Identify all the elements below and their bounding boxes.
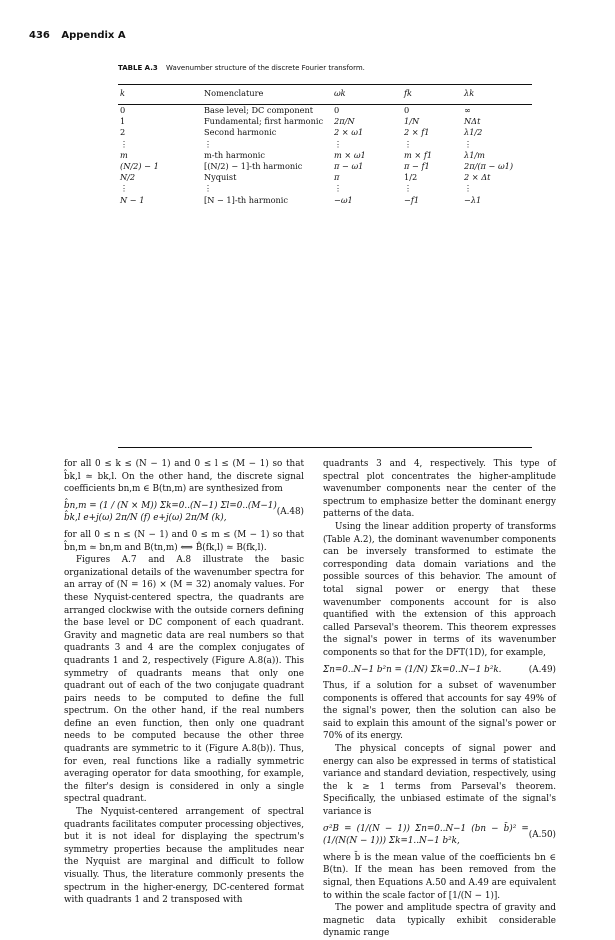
- table-cell: N/2: [120, 172, 136, 183]
- section-title: Appendix A: [61, 30, 126, 41]
- table-cell: Nyquist: [204, 172, 237, 183]
- table-header-cell: λk: [464, 88, 475, 98]
- table-row: [118, 183, 532, 194]
- table-cell: NΔt: [464, 116, 481, 127]
- table-cell: 0: [120, 105, 126, 115]
- table-cell: Base level; DC component: [204, 105, 314, 115]
- table-row: [118, 105, 532, 116]
- table-cell: 1: [120, 116, 126, 127]
- table-cell: ⋮: [464, 138, 473, 149]
- table-cell: 0: [334, 105, 340, 115]
- table-row: [118, 172, 532, 183]
- table-cell: m × ω1: [334, 149, 366, 160]
- equation-number: (A.48): [276, 507, 304, 518]
- equation-body: b̂n,m = (1 / (N × M)) Σk=0..(N−1) Σl=0..(M−1) b̂k,l e+j(ω) 2π/N (f) e+j(ω) 2π/M (k),: [64, 500, 277, 524]
- wavenumber-table: [118, 88, 532, 206]
- table-cell: ⋮: [204, 138, 213, 149]
- table-cell: 2π/N: [334, 116, 355, 127]
- table-cell: [N − 1]-th harmonic: [204, 194, 288, 205]
- table-caption-text: Wavenumber structure of the discrete Fourier transform.: [165, 64, 365, 72]
- table-bottom-rule: [118, 447, 532, 448]
- equation-a49: [323, 664, 556, 677]
- table-cell: 0: [404, 105, 410, 115]
- paragraph: The physical concepts of signal power and energy can also be expressed in terms of statistical variance and standard deviation, respectively, using the k ≥ 1 terms from Parseval's theorem. Specifically, the unbiased estimate of the signal's variance is: [323, 744, 556, 818]
- equation-a48: [64, 500, 304, 525]
- table-cell: Second harmonic: [204, 127, 277, 138]
- table-cell: [(N/2) − 1]-th harmonic: [204, 161, 303, 172]
- table-row: [118, 161, 532, 172]
- table-cell: m × f1: [404, 149, 433, 160]
- table-cell: m: [120, 149, 128, 160]
- table-cell: ⋮: [334, 183, 343, 194]
- page-number: 436: [29, 30, 50, 41]
- table-header-cell: fk: [404, 88, 412, 98]
- paragraph: Figures A.7 and A.8 illustrate the basic organizational details of the wavenumber spectra for an array of (N = 16) × (M = 32) anomaly values. For these Nyquist-centered spectra, the quadrants are arranged clockwise with the outside corners defining the base level or DC component of each quadrant. Gravity and magnetic data are real numbers so that quadrants 3 and 4 are the complex conjugates of quadrants 1 and 2, respectively (Figure A.8(a)). This symmetry of quadrants means that only one quadrant out of each of the two conjugate quadrant pairs needs to be computed to define the full spectrum. On the other hand, if the real numbers define an even function, then only one quadrant needs to be computed because the other three quadrants are symmetric to it (Figure A.8(b)). Thus, for even, real functions like a radially symmetric averaging operator for data smoothing, for example, the filter's design is considered in only a single spectral quadrant.: [64, 555, 304, 805]
- table-row: [118, 195, 532, 206]
- paragraph: Using the linear addition property of transforms (Table A.2), the dominant wavenumber components can be inversely transformed to estimate the corresponding data domain variations and the possible sources of this behavior. The amount of total signal power or energy that these wavenumber components account for is also quantified with the extension of this approach called Parseval's theorem. This theorem expresses the signal's power in terms of its wavenumber components so that for the DFT(1D), for example,: [323, 521, 556, 658]
- paragraph: for all 0 ≤ n ≤ (N − 1) and 0 ≤ m ≤ (M − 1) so that b̂n,m ≃ bn,m and B(tn,m) ⟺ B̂(fk,l) ≃ B(fk,l).: [64, 529, 304, 553]
- table-cell: ⋮: [334, 138, 343, 149]
- table-caption: [118, 64, 365, 72]
- equation-number: (A.50): [528, 829, 556, 840]
- table-cell: (N/2) − 1: [120, 161, 159, 172]
- table-row: [118, 139, 532, 150]
- paragraph: quadrants 3 and 4, respectively. This type of spectral plot concentrates the higher-amplitude wavenumber components near the center of the spectrum to emphasize better the dominant energy patterns of the data.: [323, 459, 556, 520]
- table-header-cell: Nomenclature: [204, 88, 264, 98]
- table-cell: N − 1: [120, 194, 145, 205]
- table-cell: Fundamental; first harmonic: [204, 116, 324, 127]
- table-cell: ⋮: [404, 138, 413, 149]
- table-cell: ∞: [464, 105, 471, 115]
- table-cell: −ω1: [334, 194, 353, 205]
- table-cell: π − ω1: [334, 161, 364, 172]
- table-cell: −f1: [404, 194, 420, 205]
- table-cell: 2: [120, 127, 126, 138]
- table-cell: −λ1: [464, 194, 482, 205]
- table-cell: ⋮: [204, 183, 213, 194]
- table-cell: 1/N: [404, 116, 420, 127]
- table-label: TABLE A.3: [118, 64, 158, 72]
- table-cell: λ1/m: [464, 149, 485, 160]
- paragraph: where b̄ is the mean value of the coefficients bn ∈ B(tn). If the mean has been removed from the signal, then Equations A.50 and A.49 are equivalent to within the scale factor of [1/(N − 1)].: [323, 852, 556, 901]
- equation-a50: [323, 823, 556, 848]
- equation-number: (A.49): [528, 664, 556, 675]
- paragraph: for all 0 ≤ k ≤ (N − 1) and 0 ≤ l ≤ (M − 1) so that b̂k,l ≃ bk,l. On the other hand, the discrete signal coefficients bn,m ∈ B(tn,m) are synthesized from: [64, 459, 304, 495]
- table-cell: π − f1: [404, 161, 430, 172]
- paragraph: The Nyquist-centered arrangement of spectral quadrants facilitates computer processing objectives, but it is not ideal for displaying the spectrum's symmetry properties because the amplitudes near the Nyquist are marginal and difficult to follow visually. Thus, the literature commonly presents the spectrum in the higher-energy, DC-centered format with quadrants 1 and 2 transposed with: [64, 807, 304, 906]
- paragraph: Thus, if a solution for a subset of wavenumber components is offered that accounts for say 49% of the signal's power, then the solution can also be said to explain this amount of the signal's power or 70% of its energy.: [323, 681, 556, 742]
- table-cell: 2 × Δt: [464, 172, 491, 183]
- table-cell: λ1/2: [464, 127, 483, 138]
- table-cell: 2π/(π − ω1): [464, 161, 514, 172]
- page-header: [29, 30, 126, 41]
- table-header-cell: k: [120, 88, 125, 98]
- table-header-cell: ωk: [334, 88, 346, 98]
- equation-body: σ²B = (1/(N − 1)) Σn=0..N−1 (bn − b̄)² = (1/(N(N − 1))) Σk=1..N−1 b²k,: [323, 823, 529, 847]
- equation-body: Σn=0..N−1 b²n = (1/N) Σk=0..N−1 b²k.: [323, 664, 502, 675]
- table-row: [118, 150, 532, 161]
- table-cell: m-th harmonic: [204, 149, 265, 160]
- table-cell: ⋮: [404, 183, 413, 194]
- table-cell: 2 × f1: [404, 127, 430, 138]
- table-cell: π: [334, 172, 340, 183]
- table-cell: ⋮: [120, 138, 129, 149]
- table-cell: 2 × ω1: [334, 127, 364, 138]
- table-cell: ⋮: [120, 183, 129, 194]
- paragraph: The power and amplitude spectra of gravity and magnetic data typically exhibit considerable dynamic range: [323, 903, 556, 939]
- table-cell: ⋮: [464, 183, 473, 194]
- table-row: [118, 116, 532, 127]
- table-row: [118, 127, 532, 138]
- left-column: [64, 458, 304, 907]
- table-cell: 1/2: [404, 172, 418, 183]
- right-column: [323, 458, 556, 940]
- table-header-row: [118, 88, 532, 105]
- table-top-rule: [118, 84, 532, 85]
